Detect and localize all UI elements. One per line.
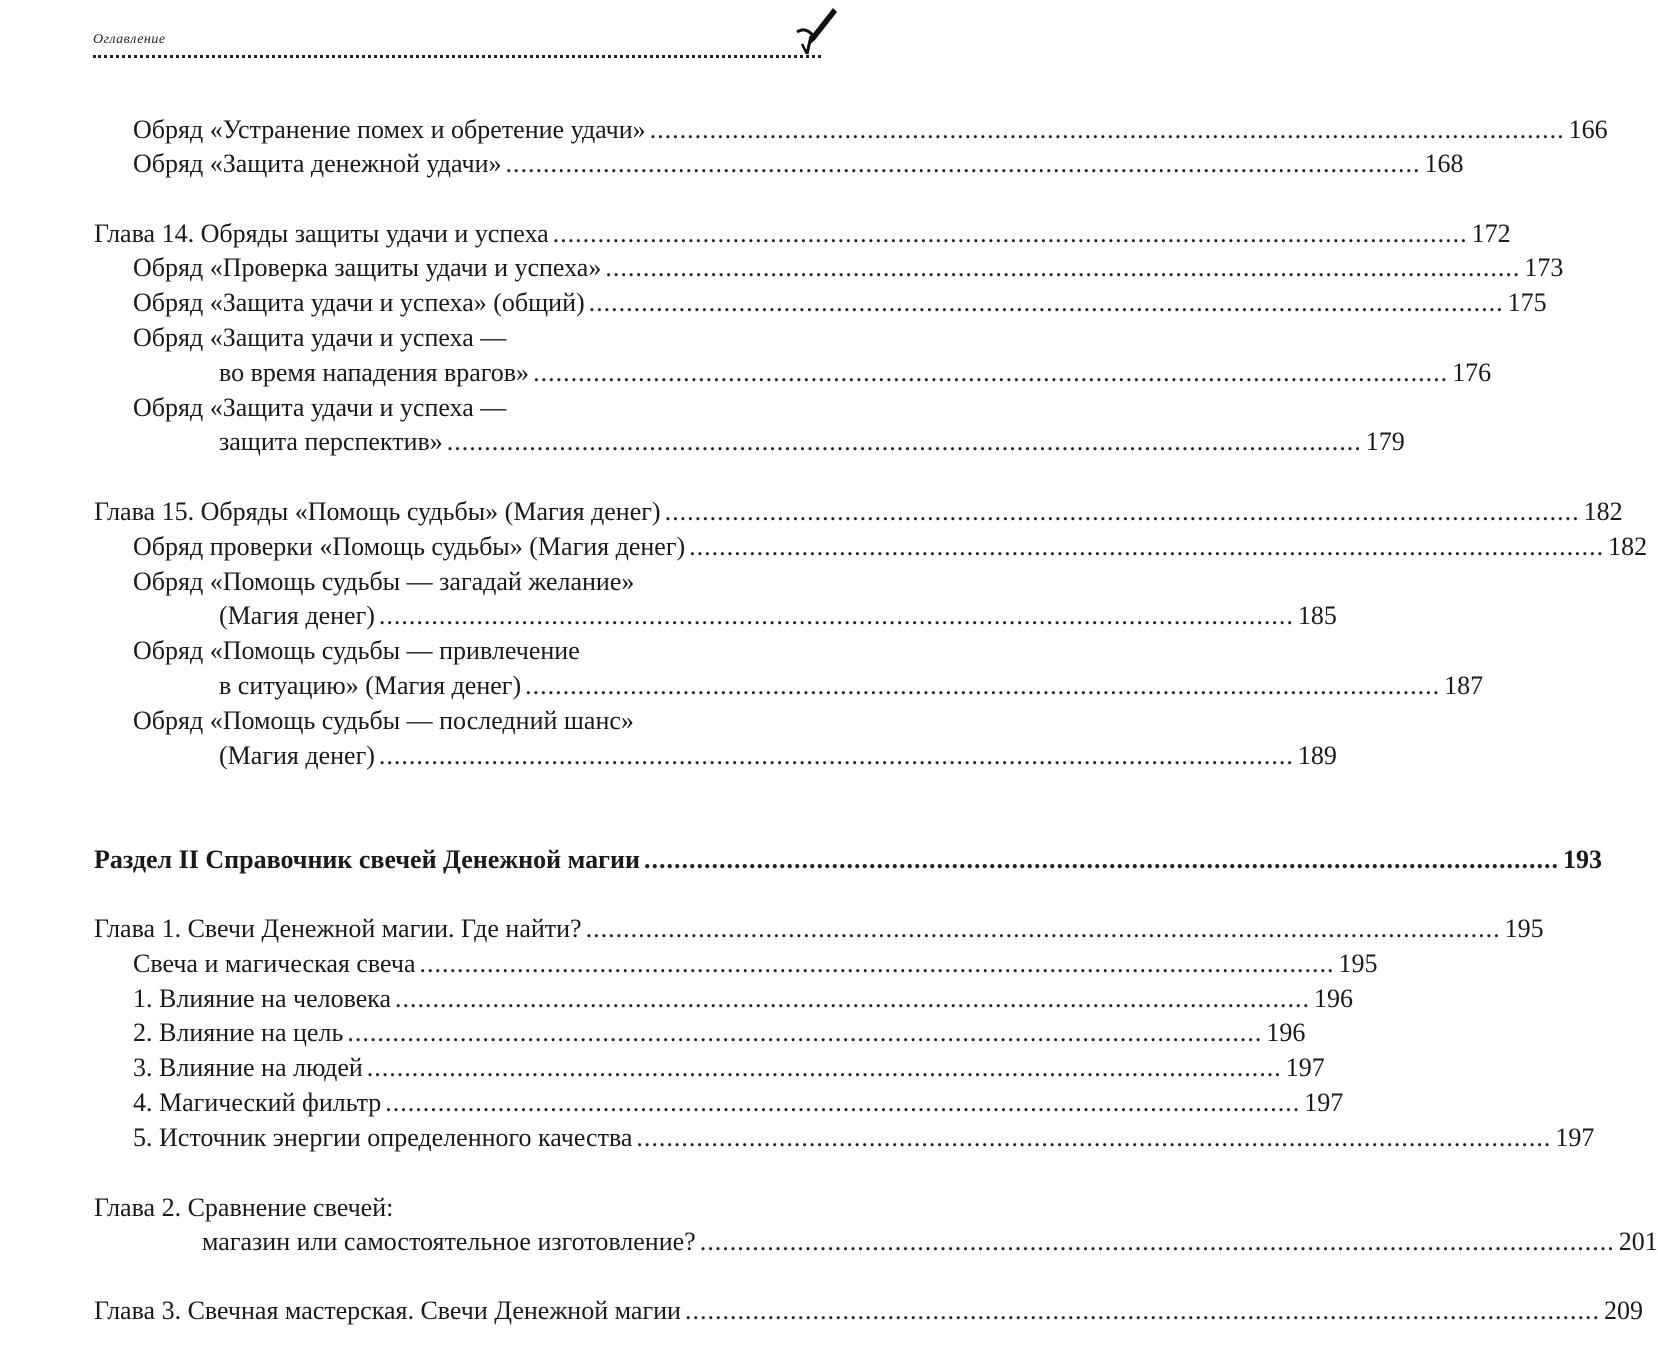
toc-page-number: 195 — [1338, 949, 1378, 978]
toc-entry-line1: Обряд «Защита удачи и успеха — — [133, 323, 507, 352]
toc-entry: в ситуацию» (Магия денег) .......................................................................................................................... 187 — [219, 669, 834, 703]
toc-entry-line1: Обряд «Помощь судьбы — последний шанс» — [133, 706, 634, 735]
toc-entry: 1. Влияние на человека .......................................................................................................................... 196 — [133, 982, 834, 1016]
toc-page-number: 176 — [1452, 358, 1492, 387]
toc-entry: (Магия денег) .......................................................................................................................... 185 — [219, 599, 834, 633]
toc-page-number: 182 — [1608, 532, 1648, 561]
toc-page-number: 166 — [1568, 115, 1608, 144]
toc-entry: Обряд «Защита удачи и успеха» (общий) .......................................................................................................................... 175 — [133, 286, 834, 320]
toc-section: Раздел II Справочник свечей Денежной магии .......................................................................................................................... 193 — [94, 843, 834, 877]
toc-page-number: 179 — [1365, 427, 1405, 456]
toc-page-number: 173 — [1524, 253, 1564, 282]
toc-entry-line1: Обряд «Помощь судьбы — привлечение — [133, 636, 580, 665]
toc-entry: 5. Источник энергии определенного качества .......................................................................................................................... 197 — [133, 1121, 834, 1155]
toc-page-number: 197 — [1555, 1123, 1595, 1152]
toc-entry-line1: Обряд «Защита удачи и успеха — — [133, 393, 507, 422]
header-title: Оглавление — [93, 32, 166, 47]
toc-chapter-line1: Глава 2. Сравнение свечей: — [94, 1193, 394, 1222]
toc-entry: 2. Влияние на цель .......................................................................................................................... 196 — [133, 1016, 834, 1050]
toc-page-number: 196 — [1266, 1018, 1306, 1047]
toc-entry: (Магия денег) .......................................................................................................................... 189 — [219, 739, 834, 773]
toc-page-number: 197 — [1285, 1053, 1325, 1082]
toc-page-number: 193 — [1562, 845, 1602, 874]
toc-page-number: 189 — [1297, 741, 1337, 770]
toc-page-number: 197 — [1304, 1088, 1344, 1117]
toc-entry: во время нападения врагов» .......................................................................................................................... 176 — [219, 356, 834, 390]
toc-page-number: 172 — [1471, 219, 1511, 248]
toc-entry: Свеча и магическая свеча .......................................................................................................................... 195 — [133, 947, 834, 981]
toc-entry: Обряд «Устранение помех и обретение удачи» .......................................................................................................................... 166 — [133, 113, 834, 147]
toc-page-number: 209 — [1603, 1296, 1643, 1325]
toc-entry: Обряд «Защита денежной удачи» .......................................................................................................................... 168 — [133, 147, 834, 181]
toc-entry: 3. Влияние на людей .......................................................................................................................... 197 — [133, 1051, 834, 1085]
toc-entry: Обряд «Проверка защиты удачи и успеха» .......................................................................................................................... 173 — [133, 251, 834, 285]
toc-page-number: 201 — [1618, 1227, 1658, 1256]
toc-entry: 4. Магический фильтр .......................................................................................................................... 197 — [133, 1086, 834, 1120]
toc-page-number: 195 — [1504, 914, 1544, 943]
toc-chapter: Глава 1. Свечи Денежной магии. Где найти? .......................................................................................................................... 195 — [94, 912, 834, 946]
toc-entry: Обряд проверки «Помощь судьбы» (Магия денег) .......................................................................................................................... 182 — [133, 530, 834, 564]
toc-entry: защита перспектив» .......................................................................................................................... 179 — [219, 425, 834, 459]
toc-chapter: Глава 3. Свечная мастерская. Свечи Денежной магии .......................................................................................................................... 209 — [94, 1294, 834, 1328]
toc-entry-line1: Обряд «Помощь судьбы — загадай желание» — [133, 567, 635, 596]
toc-chapter: Глава 14. Обряды защиты удачи и успеха .......................................................................................................................... 172 — [94, 217, 834, 251]
toc-page-number: 182 — [1583, 497, 1623, 526]
toc-page-number: 196 — [1314, 984, 1354, 1013]
toc-page-number: 175 — [1507, 288, 1547, 317]
toc-chapter: Глава 15. Обряды «Помощь судьбы» (Магия денег) .......................................................................................................................... 182 — [94, 495, 834, 529]
toc-chapter: магазин или самостоятельное изготовление? .......................................................................................................................... 201 — [202, 1225, 834, 1259]
toc-page-number: 185 — [1297, 601, 1337, 630]
toc-page-number: 187 — [1444, 671, 1484, 700]
toc-page-number: 168 — [1424, 149, 1464, 178]
